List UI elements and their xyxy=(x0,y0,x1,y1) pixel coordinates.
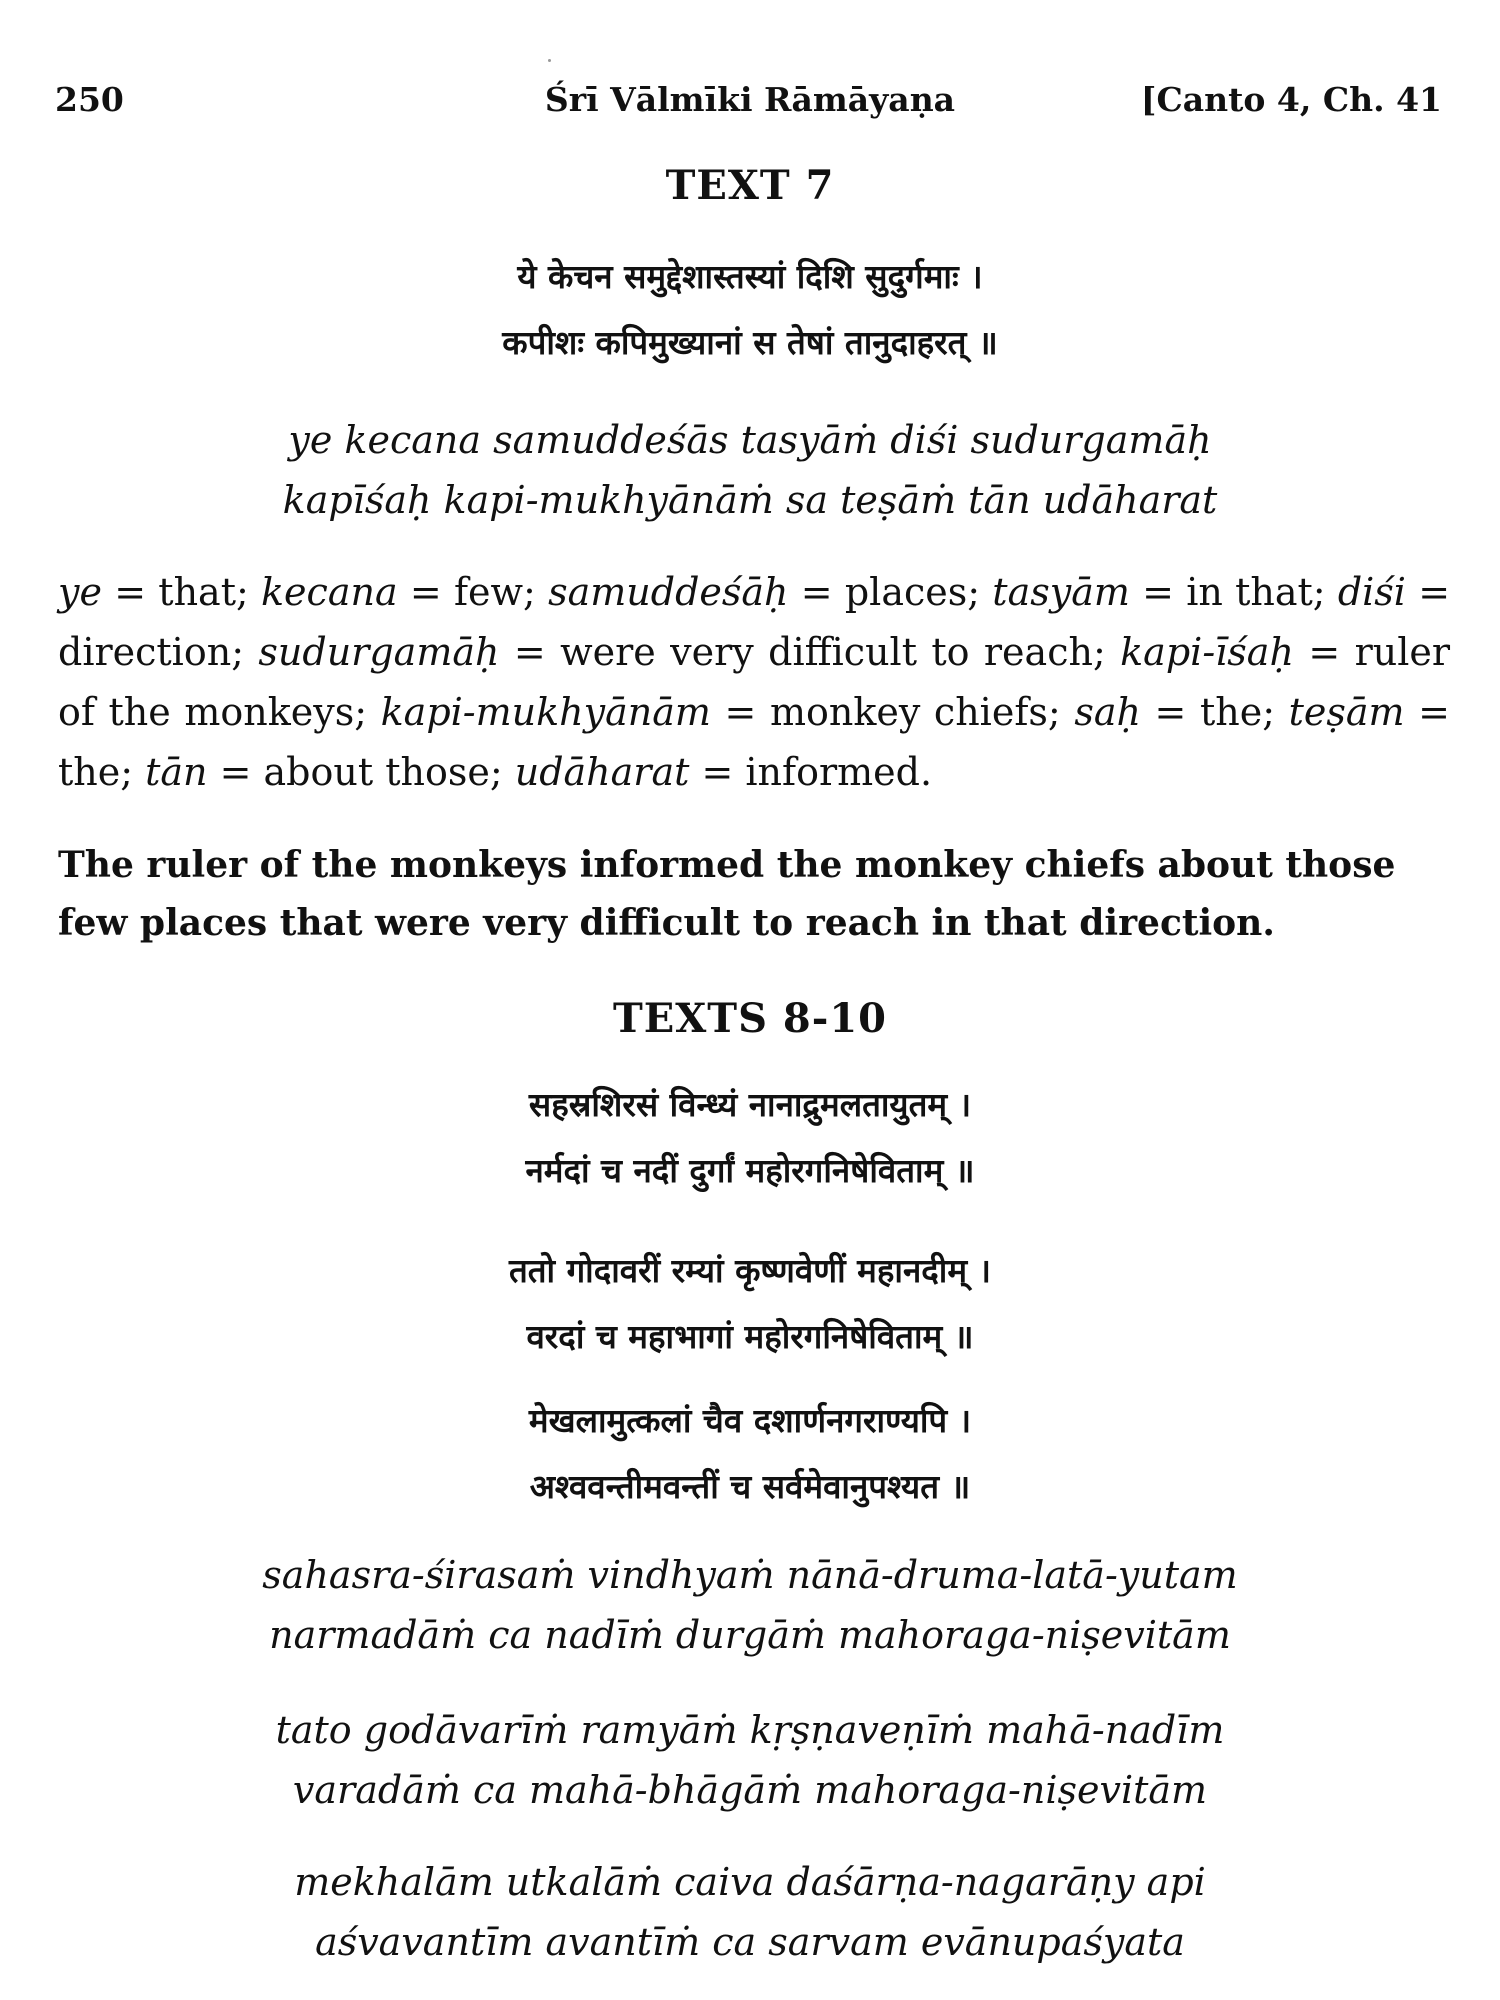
synonym-meaning: ruler of the monkeys xyxy=(58,630,1451,734)
devanagari-line: कपीशः कपिमुख्यानां स तेषां तानुदाहरत् ॥ xyxy=(502,323,998,362)
synonym-term: ye xyxy=(58,570,102,614)
transliteration-line: sahasra-śirasaṁ vindhyaṁ nānā-druma-latā-yutam xyxy=(262,1553,1238,1597)
devanagari-line: ततो गोदावरीं रम्यां कृष्णवेणीं महानदीम् । xyxy=(508,1251,992,1290)
synonym-term: udāharat xyxy=(514,750,690,794)
verse-9-transliteration xyxy=(0,1700,1500,1820)
transliteration-line: tato godāvarīṁ ramyāṁ kṛṣṇaveṇīṁ mahā-nadīm xyxy=(275,1708,1225,1752)
running-title: Śrī Vālmīki Rāmāyaṇa xyxy=(544,80,956,119)
synonym-term: samuddeśāḥ xyxy=(548,570,789,614)
synonym-meaning: the xyxy=(58,750,121,794)
text-7-transliteration xyxy=(0,410,1500,530)
synonym-term: sudurgamāḥ xyxy=(258,630,500,674)
synonym-meaning: few xyxy=(453,570,524,614)
verse-9-devanagari xyxy=(0,1238,1500,1370)
devanagari-line: नर्मदां च नदीं दुर्गां महोरगनिषेविताम् ॥ xyxy=(525,1151,975,1190)
transliteration-line: narmadāṁ ca nadīṁ durgāṁ mahoraga-niṣevitām xyxy=(269,1613,1231,1657)
synonym-term: kapi-mukhyānām xyxy=(380,690,711,734)
synonym-term: tasyām xyxy=(992,570,1130,614)
translation-line: The ruler of the monkeys informed the monkey chiefs about those xyxy=(58,844,1396,886)
synonym-meaning: were very difficult to reach xyxy=(560,630,1093,674)
synonym-term: kecana xyxy=(261,570,398,614)
verse-10-devanagari xyxy=(0,1388,1500,1520)
synonym-meaning: in that xyxy=(1186,570,1313,614)
print-speck xyxy=(548,59,551,62)
devanagari-line: ये केचन समुद्देशास्तस्यां दिशि सुदुर्गमाः । xyxy=(517,257,983,296)
text-7-heading: TEXT 7 xyxy=(665,162,835,209)
synonym-term: teṣām xyxy=(1288,690,1405,734)
synonym-term: diśi xyxy=(1337,570,1406,614)
verse-10-transliteration xyxy=(0,1852,1500,1972)
transliteration-line: kapīśaḥ kapi-mukhyānāṁ sa teṣāṁ tān udāharat xyxy=(282,478,1218,522)
devanagari-line: अश्ववन्तीमवन्तीं च सर्वमेवानुपश्यत ॥ xyxy=(529,1467,971,1506)
translation-line: few places that were very difficult to reach in that direction. xyxy=(58,902,1275,944)
transliteration-line: mekhalām utkalāṁ caiva daśārṇa-nagarāṇy api xyxy=(294,1860,1206,1904)
texts-8-10-heading: TEXTS 8-10 xyxy=(613,995,887,1042)
text-7-synonyms: ye = that; kecana = few; samuddeśāḥ = places; tasyām = in that; diśi = direction; sudurgamāḥ = were very difficult to reach; kapi-īśaḥ = ruler of the monkeys; kapi-mukhyānām = monkey chiefs; saḥ = the; teṣām = the; tān = about those; udāharat = informed. xyxy=(58,570,1451,794)
synonym-meaning: that xyxy=(158,570,236,614)
synonym-meaning: informed xyxy=(745,750,920,794)
synonym-term: tān xyxy=(145,750,208,794)
page-number: 250 xyxy=(55,80,124,119)
transliteration-line: aśvavantīm avantīṁ ca sarvam evānupaśyata xyxy=(315,1920,1185,1964)
transliteration-line: ye kecana samuddeśās tasyāṁ diśi sudurgamāḥ xyxy=(288,418,1212,462)
devanagari-line: सहस्रशिरसं विन्ध्यं नानाद्रुमलतायुतम् । xyxy=(528,1085,972,1124)
synonym-term: kapi-īśaḥ xyxy=(1120,630,1294,674)
verse-8-devanagari xyxy=(0,1072,1500,1204)
transliteration-line: varadāṁ ca mahā-bhāgāṁ mahoraga-niṣevitām xyxy=(292,1768,1208,1812)
synonym-meaning: direction xyxy=(58,630,232,674)
synonym-term: saḥ xyxy=(1074,690,1141,734)
devanagari-line: मेखलामुत्कलां चैव दशार्णनगराण्यपि । xyxy=(528,1401,972,1440)
synonym-meaning: the xyxy=(1199,690,1263,734)
verse-8-transliteration xyxy=(0,1545,1500,1665)
devanagari-line: वरदां च महाभागां महोरगनिषेविताम् ॥ xyxy=(526,1317,974,1356)
synonym-meaning: places xyxy=(844,570,968,614)
synonym-meaning: about those xyxy=(263,750,490,794)
text-7-translation xyxy=(58,836,1458,952)
text-7-devanagari xyxy=(0,244,1500,376)
synonym-meaning: monkey chiefs xyxy=(769,690,1048,734)
canto-chapter: [Canto 4, Ch. 41 xyxy=(1140,80,1442,119)
